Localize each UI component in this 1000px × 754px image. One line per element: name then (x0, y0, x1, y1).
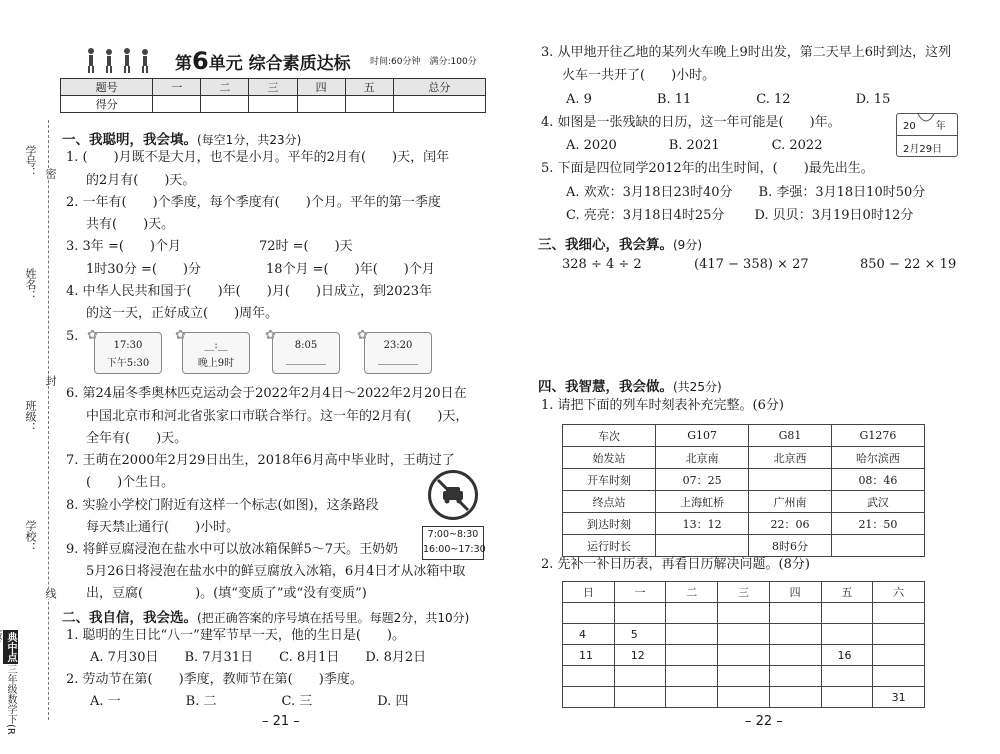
calendar-cell[interactable] (769, 603, 821, 624)
question-line: 3. 从甲地开往乙地的某列火车晚上9时出发，第二天早上6时到达，这列 (541, 45, 952, 60)
children-illustration-icon (85, 46, 157, 74)
calendar-cell: 4 (563, 624, 615, 645)
calendar-cell[interactable] (666, 603, 718, 624)
no-car-icon (428, 470, 478, 520)
answer-cell[interactable] (831, 535, 924, 557)
calendar-cell[interactable] (873, 603, 925, 624)
time-card: ✿ 17:30 下午5:30 (94, 332, 162, 374)
score-cell[interactable] (153, 96, 201, 113)
score-cell[interactable] (249, 96, 297, 113)
school-label: 学校： (24, 520, 37, 553)
cut-line (48, 120, 49, 720)
option-line: A. 7月30日 B. 7月31日 C. 8月1日 D. 8月2日 (90, 650, 427, 665)
paperclip-icon: ✿ (87, 328, 98, 343)
calendar-cell[interactable] (769, 645, 821, 666)
calendar-cell: 12 (614, 645, 666, 666)
unit-number: 6 (192, 47, 209, 75)
paperclip-icon: ✿ (357, 328, 368, 343)
calendar-cell[interactable] (718, 645, 770, 666)
calendar-cell[interactable] (666, 687, 718, 708)
torn-calendar (896, 113, 958, 157)
calendar-cell[interactable] (666, 666, 718, 687)
binding-sidebar (0, 0, 62, 754)
question-line: 1时30分 =( )分 18个月 =( )年( )个月 (86, 262, 435, 277)
cut-mark-seal: 密 (44, 168, 57, 179)
question-line: 2. 一年有( )个季度，每个季度有( )个月。平年的第一季度 (66, 195, 441, 210)
question-line: 3. 3年 =( )个月 72时 =( )天 (66, 239, 353, 254)
calendar-cell[interactable] (718, 687, 770, 708)
question-line: 4. 中华人民共和国于( )年( )月( )日成立，到2023年 (66, 284, 433, 299)
question-line: 1. 请把下面的列车时刻表补充完整。(6分) (541, 398, 784, 413)
calc-expression: 328 ÷ 4 ÷ 2 (562, 257, 642, 272)
student-id-label: 学号： (24, 145, 37, 178)
calendar-cell: 11 (563, 645, 615, 666)
score-cell[interactable] (297, 96, 345, 113)
exam-meta: 时间:60分钟 满分:100分 (370, 57, 477, 67)
calendar-cell[interactable] (718, 603, 770, 624)
calendar-cell[interactable] (769, 666, 821, 687)
section-4-title: 四、我智慧，我会做。(共25分) (538, 379, 722, 395)
paperclip-icon: ✿ (175, 328, 186, 343)
time-card: ✿ 23:20 ________ (364, 332, 432, 374)
torn-edge-icon (917, 114, 935, 128)
calendar-cell: 16 (821, 645, 873, 666)
question-line: 全年有( )天。 (86, 431, 188, 446)
option-line: A. 9 B. 11 C. 12 D. 15 (566, 92, 891, 107)
question-line: 1. 聪明的生日比“八一”建军节早一天，他的生日是( )。 (66, 628, 405, 643)
page-title: 综合素质达标 (248, 54, 351, 74)
calendar-cell[interactable] (718, 666, 770, 687)
calendar-cell[interactable] (666, 624, 718, 645)
clock-cards (87, 328, 424, 376)
calendar-cell[interactable] (821, 603, 873, 624)
calendar-cell: 5 (614, 624, 666, 645)
calc-expression: 850 − 22 × 19 (860, 257, 957, 272)
question-line: 中国北京市和河北省张家口市联合举行。这一年的2月有( )天， (86, 409, 469, 424)
class-label: 班级： (24, 400, 37, 433)
question-line: 出，豆腐( )。(填“变质了”或“没有变质”) (86, 586, 367, 601)
calendar-cell[interactable] (563, 687, 615, 708)
unit-header (85, 44, 490, 74)
option-line: C. 亮亮：3月18日4时25分 D. 贝贝：3月19日0时12分 (566, 208, 914, 223)
question-line: 6. 第24届冬季奥林匹克运动会于2022年2月4日～2022年2月20日在 (66, 386, 467, 401)
question-line: ( )个生日。 (86, 475, 175, 490)
time-card: ✿ 8:05 ________ (272, 332, 340, 374)
answer-cell[interactable] (749, 469, 832, 491)
paperclip-icon: ✿ (265, 328, 276, 343)
question-line: 9. 将鲜豆腐浸泡在盐水中可以放冰箱保鲜5～7天。王奶奶 (66, 542, 399, 557)
question-line: 4. 如图是一张残缺的日历，这一年可能是( )年。 (541, 115, 841, 130)
restricted-hours: 7:00~8:30 16:00~17:30 (422, 526, 484, 560)
unit-title: 第6单元 综合素质达标 (175, 47, 351, 75)
train-timetable: 车次 G107 G81 G1276 始发站 北京南 北京西 哈尔滨西 开车时刻 07：25 08：46 终点站 上海虹桥 广州南 武汉 到达时刻 13：12 22：06 21：50 运行时长 8时6分 (562, 424, 925, 557)
question-line: 5. 下面是四位同学2012年的出生时间，( )最先出生。 (541, 161, 874, 176)
calendar-cell[interactable] (821, 624, 873, 645)
option-line: A. 一 B. 二 C. 三 D. 四 (90, 694, 409, 709)
score-cell[interactable] (393, 96, 485, 113)
calendar-cell[interactable] (769, 687, 821, 708)
score-table: 题号 一 二 三 四 五 总分 得分 (60, 78, 486, 113)
answer-cell[interactable] (656, 535, 749, 557)
calendar-cell[interactable] (666, 645, 718, 666)
book-logo: 典中点 (5, 632, 16, 662)
question-line: 共有( )天。 (86, 217, 175, 232)
question-line: 5月26日将浸泡在盐水中的鲜豆腐放入冰箱，6月4日才从冰箱中取 (86, 564, 466, 579)
question-line: 2. 先补一补日历表，再看日历解决问题。(8分) (541, 557, 810, 572)
question-line: 5. (66, 329, 79, 344)
calendar-date: 2月29日 (903, 144, 943, 155)
calendar-cell[interactable] (821, 666, 873, 687)
calendar-cell[interactable] (821, 687, 873, 708)
calc-expression: (417 − 358) × 27 (694, 257, 809, 272)
section-3-title: 三、我细心，我会算。(9分) (538, 237, 702, 253)
book-name: 三年级数学下(R (5, 664, 16, 735)
calendar-cell[interactable] (614, 687, 666, 708)
calendar-cell[interactable] (718, 624, 770, 645)
question-line: 7. 王萌在2000年2月29日出生，2018年6月高中毕业时，王萌过了 (66, 453, 455, 468)
calendar-cell[interactable] (563, 666, 615, 687)
calendar-cell[interactable] (614, 666, 666, 687)
question-line: 火车一共开了( )小时。 (562, 68, 716, 83)
page-number-right: – 22 – (745, 714, 783, 729)
calendar-table: 日 一 二 三 四 五 六 4 5 11 12 16 31 (562, 581, 925, 708)
option-line: A. 欢欢：3月18日23时40分 B. 李强：3月18日10时50分 (566, 185, 926, 200)
section-2-title: 二、我自信，我会选。(把正确答案的序号填在括号里。每题2分，共10分) (62, 610, 470, 626)
question-line: 1. ( )月既不是大月，也不是小月。平年的2月有( )天，闰年 (66, 150, 450, 165)
question-line: 的这一天，正好成立( )周年。 (86, 306, 279, 321)
calendar-cell: 31 (873, 687, 925, 708)
book-spine (3, 630, 18, 748)
question-line: 每天禁止通行( )小时。 (86, 520, 240, 535)
calendar-cell[interactable] (614, 603, 666, 624)
calendar-cell[interactable] (873, 666, 925, 687)
calendar-cell[interactable] (873, 645, 925, 666)
name-label: 姓名： (24, 268, 37, 301)
score-cell[interactable] (201, 96, 249, 113)
calendar-cell[interactable] (769, 624, 821, 645)
time-card: ✿ __:__ 晚上9时 (182, 332, 250, 374)
question-line: 2. 劳动节在第( )季度，教师节在第( )季度。 (66, 672, 363, 687)
no-vehicle-sign (422, 470, 484, 560)
calendar-year: 20 年 (903, 121, 946, 132)
option-line: A. 2020 B. 2021 C. 2022 (566, 138, 823, 153)
question-line: 8. 实验小学校门附近有这样一个标志(如图)，这条路段 (66, 498, 379, 513)
cut-mark-close: 封 (44, 375, 57, 386)
section-1-title: 一、我聪明，我会填。(每空1分，共23分) (62, 132, 302, 148)
question-line: 的2月有( )天。 (86, 173, 196, 188)
calendar-cell[interactable] (563, 603, 615, 624)
calendar-cell[interactable] (873, 624, 925, 645)
cut-mark-line: 线 (44, 588, 57, 599)
score-cell[interactable] (345, 96, 393, 113)
page-number-left: – 21 – (262, 714, 300, 729)
